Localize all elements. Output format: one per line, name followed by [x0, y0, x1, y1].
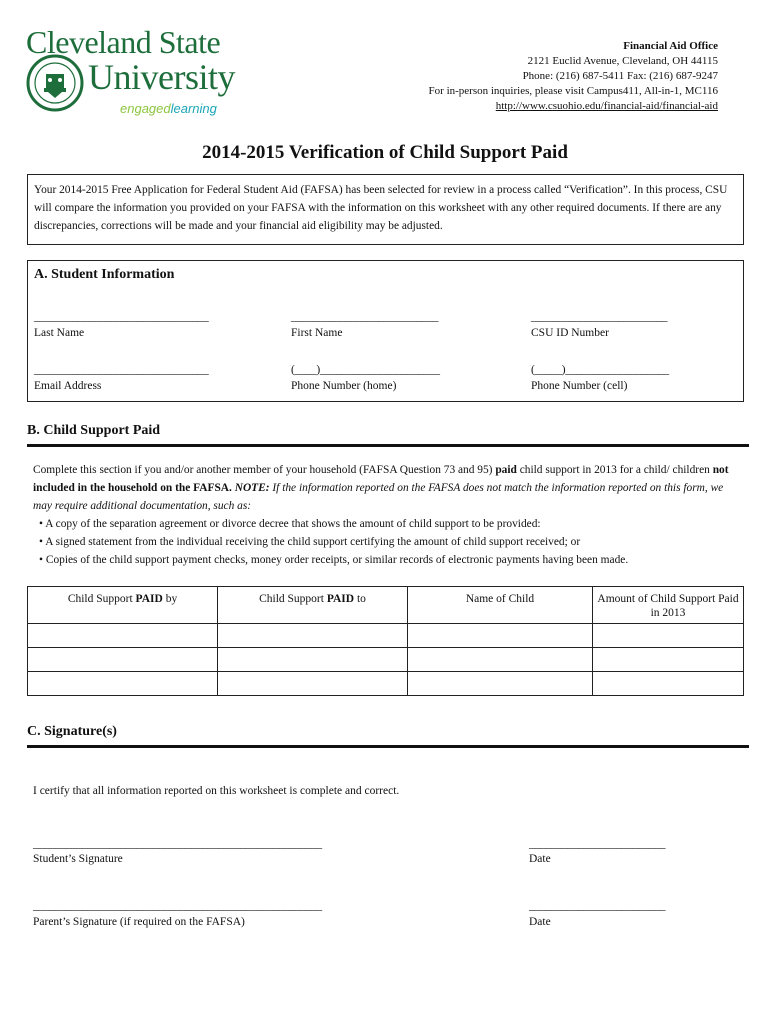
col-paid-to-header: Child Support PAID to — [218, 587, 408, 624]
table-cell[interactable] — [408, 648, 593, 672]
office-url-link[interactable]: http://www.csuohio.edu/financial-aid/financial-aid — [495, 100, 718, 112]
table-cell[interactable] — [218, 672, 408, 696]
student-date-label: Date — [529, 853, 551, 865]
office-title: Financial Aid Office — [623, 40, 718, 52]
child-support-instructions — [33, 461, 745, 569]
child-support-table — [27, 586, 744, 696]
office-phone-fax: Phone: (216) 687-5411 Fax: (216) 687-9247 — [522, 70, 718, 82]
last-name-label: Last Name — [34, 327, 85, 339]
section-c-title: C. Signature(s) — [27, 724, 117, 739]
table-cell[interactable] — [593, 624, 744, 648]
parent-date-label: Date — [529, 916, 551, 928]
email-field[interactable]: ________________________________ — [34, 364, 209, 376]
table-row — [28, 672, 744, 696]
csu-id-field[interactable]: _________________________ — [531, 311, 668, 323]
phone-home-label: Phone Number (home) — [291, 380, 397, 392]
table-cell[interactable] — [408, 624, 593, 648]
csu-logo — [24, 20, 274, 115]
student-signature-label: Student’s Signature — [33, 853, 123, 865]
student-information-section — [27, 260, 744, 402]
student-signature-field[interactable]: _____________________________________________________ — [33, 838, 322, 850]
document-title: 2014-2015 Verification of Child Support Paid — [202, 142, 568, 163]
table-cell[interactable] — [28, 648, 218, 672]
intro-box — [27, 174, 744, 245]
instructions-paragraph: Complete this section if you and/or another member of your household (FAFSA Question 73 and 95) paid child support in 2013 for a child/ children not included in the household on the FAFSA. NOTE: If the information reported on the FAFSA does not match the information reported on this form, we may require additional documentation, such as: — [33, 464, 729, 512]
col-paid-by-header: Child Support PAID by — [28, 587, 218, 624]
bullet-item: • Copies of the child support payment checks, money order receipts, or similar records of electronic payments having been made. — [39, 554, 629, 566]
email-label: Email Address — [34, 380, 102, 392]
phone-cell-label: Phone Number (cell) — [531, 380, 628, 392]
logo-tagline: engagedlearning — [120, 101, 217, 116]
table-row — [28, 624, 744, 648]
office-in-person: For in-person inquiries, please visit Campus411, All-in-1, MC116 — [428, 85, 718, 97]
section-c-divider — [27, 745, 749, 748]
parent-signature-label: Parent’s Signature (if required on the FAFSA) — [33, 916, 245, 928]
csu-id-label: CSU ID Number — [531, 327, 609, 339]
table-row — [28, 648, 744, 672]
office-contact-block — [429, 39, 718, 114]
table-cell[interactable] — [28, 624, 218, 648]
first-name-label: First Name — [291, 327, 343, 339]
col-amount-header: Amount of Child Support Paid in 2013 — [593, 587, 744, 624]
section-b-title: B. Child Support Paid — [27, 423, 161, 438]
table-cell[interactable] — [28, 672, 218, 696]
last-name-field[interactable]: ________________________________ — [34, 311, 209, 323]
table-cell[interactable] — [218, 648, 408, 672]
intro-text: Your 2014-2015 Free Application for Federal Student Aid (FAFSA) has been selected for review in a process called “Verification”. In this process, CSU will compare the information you provided on your FAFSA with the information on this worksheet with any other required documents. If there are any discrepancies, corrections will be made and your financial aid eligibility may be adjusted. — [34, 184, 728, 232]
phone-cell-field[interactable]: (_____)___________________ — [531, 364, 669, 376]
certification-statement: I certify that all information reported on this worksheet is complete and correct. — [33, 785, 400, 797]
phone-home-field[interactable]: (____)______________________ — [291, 364, 440, 376]
bullet-item: • A signed statement from the individual receiving the child support certifying the amount of child support received; or — [39, 536, 581, 548]
bullet-item: • A copy of the separation agreement or divorce decree that shows the amount of child support to be provided: — [39, 518, 541, 530]
section-a-title: A. Student Information — [34, 267, 175, 282]
table-cell[interactable] — [593, 648, 744, 672]
table-header-row — [28, 587, 744, 624]
parent-date-field[interactable]: _________________________ — [529, 900, 666, 912]
student-date-field[interactable]: _________________________ — [529, 838, 666, 850]
parent-signature-field[interactable]: _____________________________________________________ — [33, 900, 322, 912]
logo-name-line1: Cleveland State — [26, 24, 221, 60]
section-b-divider — [27, 444, 749, 447]
first-name-field[interactable]: ___________________________ — [291, 311, 439, 323]
table-cell[interactable] — [593, 672, 744, 696]
col-name-of-child-header: Name of Child — [408, 587, 593, 624]
office-address: 2121 Euclid Avenue, Cleveland, OH 44115 — [527, 55, 718, 67]
table-cell[interactable] — [218, 624, 408, 648]
table-cell[interactable] — [408, 672, 593, 696]
logo-name-line2: University — [88, 57, 235, 97]
university-seal-icon — [26, 54, 84, 112]
